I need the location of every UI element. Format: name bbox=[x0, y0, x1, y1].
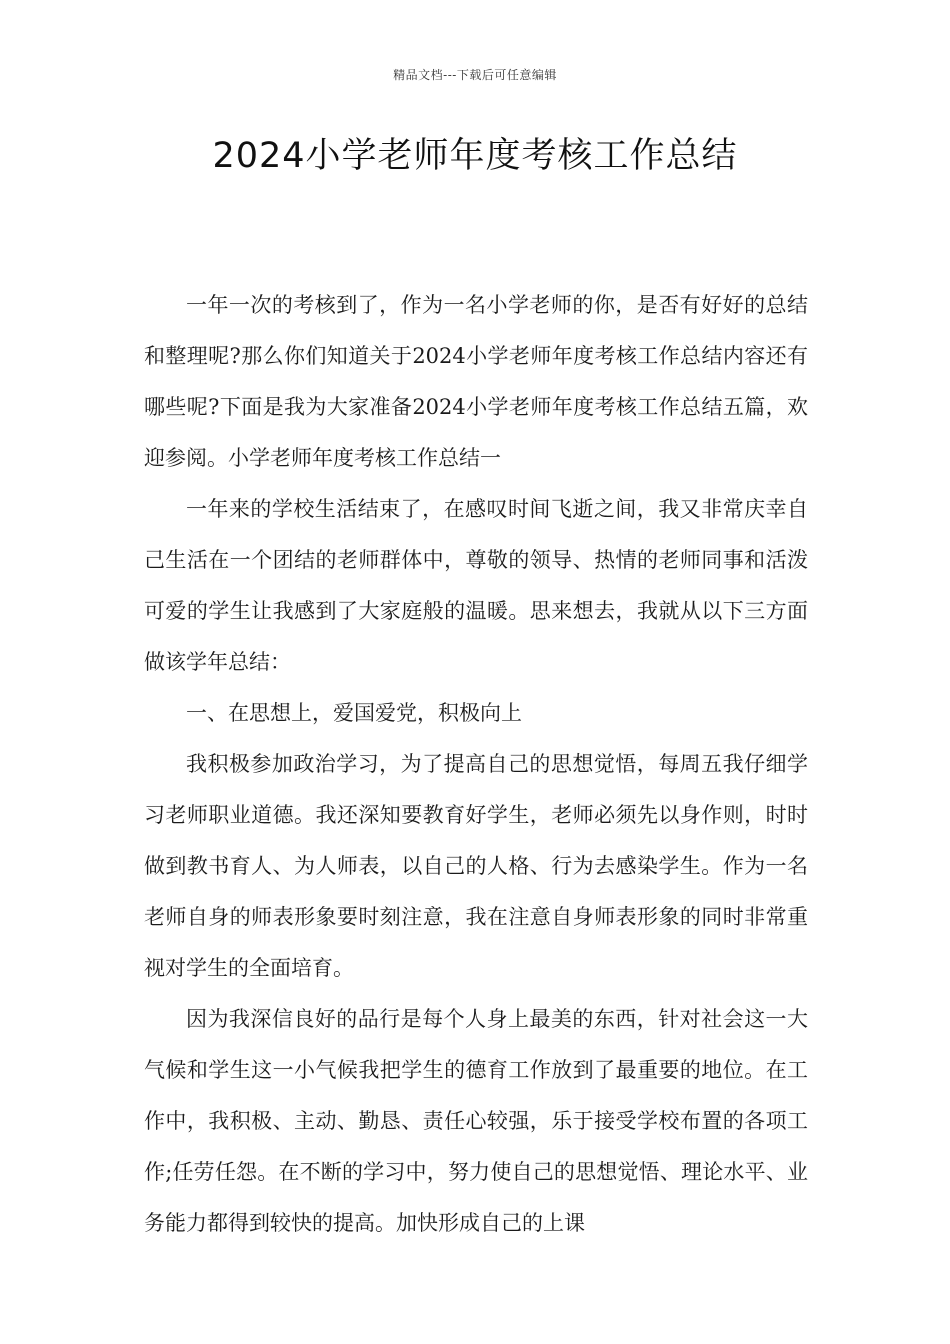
paragraph-moral-education: 因为我深信良好的品行是每个人身上最美的东西，针对社会这一大气候和学生这一小气候我把学生的德育工作放到了最重要的地位。在工作中，我积极、主动、勤恳、责任心较强，乐于接受学校布置的各项工作;任劳任怨。在不断的学习中，努力使自己的思想觉悟、理论水平、业务能力都得到较快的提高。加快形成自己的上课 bbox=[144, 1007, 808, 1235]
page-title: 2024小学老师年度考核工作总结 bbox=[212, 136, 738, 176]
paragraph-intro: 一年一次的考核到了，作为一名小学老师的你，是否有好好的总结和整理呢?那么你们知道关于2024小学老师年度考核工作总结内容还有哪些呢?下面是我为大家准备2024小学老师年度考核工作总结五篇，欢迎参阅。小学老师年度考核工作总结一 bbox=[144, 293, 808, 470]
header-note: 精品文档---下载后可任意编辑 bbox=[393, 68, 557, 82]
document-body bbox=[144, 280, 808, 1249]
section-heading-ideology: 一、在思想上，爱国爱党，积极向上 bbox=[186, 701, 522, 725]
paragraph-summary-opening: 一年来的学校生活结束了，在感叹时间飞逝之间，我又非常庆幸自己生活在一个团结的老师群体中，尊敬的领导、热情的老师同事和活泼可爱的学生让我感到了大家庭般的温暖。思来想去，我就从以下三方面做该学年总结： bbox=[144, 497, 808, 674]
paragraph-political-study: 我积极参加政治学习，为了提高自己的思想觉悟，每周五我仔细学习老师职业道德。我还深知要教育好学生，老师必须先以身作则，时时做到教书育人、为人师表，以自己的人格、行为去感染学生。作为一名老师自身的师表形象要时刻注意，我在注意自身师表形象的同时非常重视对学生的全面培育。 bbox=[144, 752, 808, 980]
